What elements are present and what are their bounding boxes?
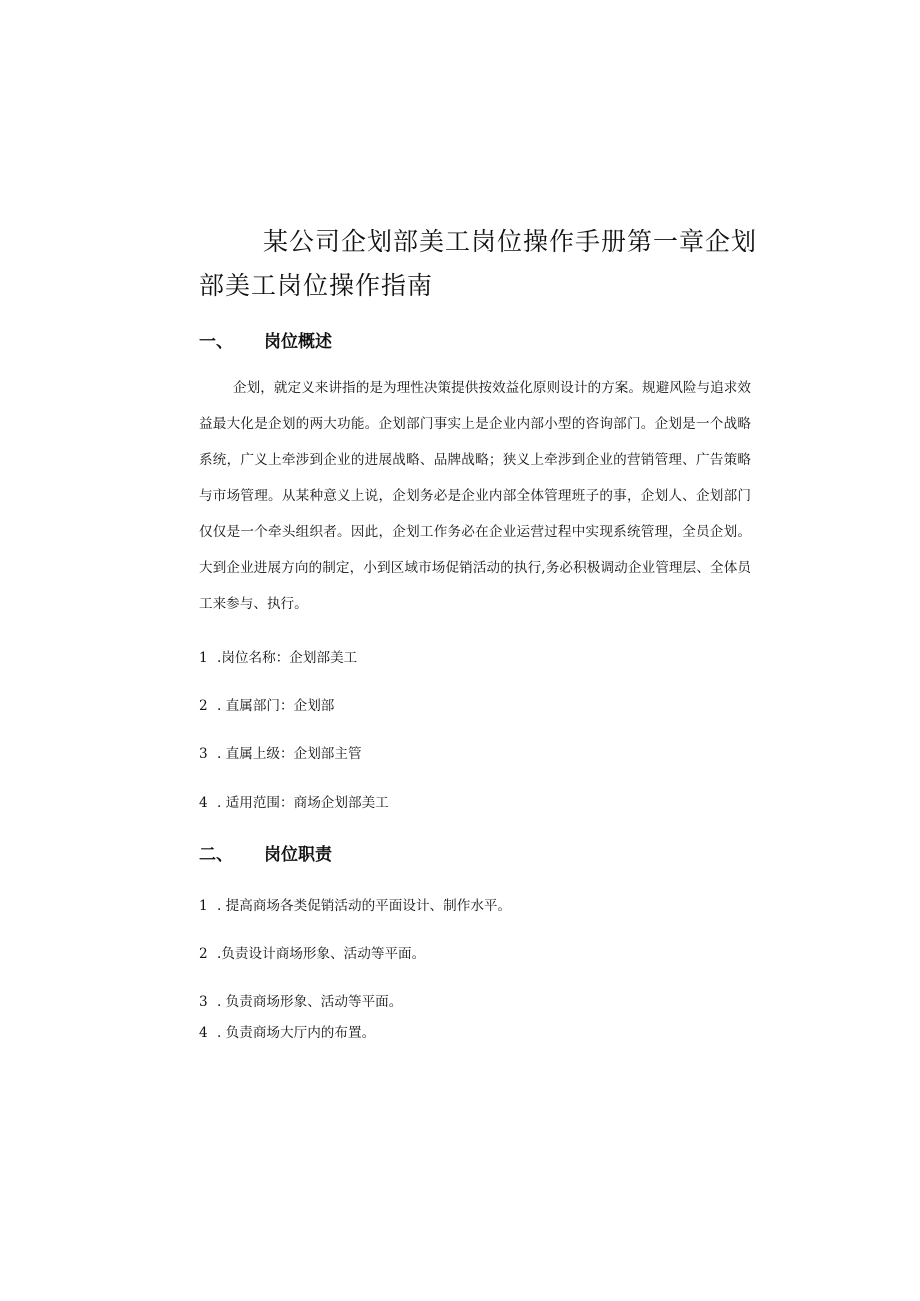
- list-item-text: . 适用范围：商场企划部美工: [217, 795, 389, 811]
- list-item-text: . 负责商场大厅内的布置。: [217, 1025, 376, 1041]
- document-title: 某公司企划部美工岗位操作手册第一章企划部美工岗位操作指南: [199, 227, 758, 300]
- list-item-number: 3: [199, 746, 208, 762]
- list-item-number: 4: [199, 795, 208, 811]
- list-item-text: . 提高商场各类促销活动的平面设计、制作水平。: [217, 898, 512, 914]
- list-item-number: 4: [199, 1025, 208, 1041]
- list-item: [199, 792, 389, 814]
- list-item-text: . 负责商场形象、活动等平面。: [217, 994, 403, 1010]
- list-item: [199, 1022, 375, 1044]
- list-item: [199, 895, 511, 917]
- section-heading-duties: [199, 843, 332, 867]
- list-item-number: 2: [199, 946, 208, 962]
- section-heading-overview: [199, 330, 332, 354]
- section-number: 一、: [199, 332, 233, 352]
- list-item-number: 2: [199, 698, 208, 714]
- list-item-text: .负责设计商场形象、活动等平面。: [217, 946, 426, 962]
- list-item-number: 1: [199, 898, 208, 914]
- list-item: [199, 695, 334, 717]
- list-item-number: 3: [199, 994, 208, 1010]
- list-item: [199, 647, 357, 669]
- section-title: 岗位职责: [264, 845, 332, 865]
- list-item: [199, 943, 425, 965]
- list-item: [199, 991, 402, 1013]
- overview-paragraph: 企划，就定义来讲指的是为理性决策提供按效益化原则设计的方案。规避风险与追求效益最大化是企划的两大功能。企划部门事实上是企业内部小型的咨询部门。企划是一个战略系统，广义上牵涉到企业的进展战略、品牌战略；狭义上牵涉到企业的营销管理、广告策略与市场管理。从某种意义上说，企划务必是企业内部全体管理班子的事，企划人、企划部门仅仅是一个牵头组织者。因此，企划工作务必在企业运营过程中实现系统管理，全员企划。大到企业进展方向的制定，小到区域市场促销活动的执行,务必积极调动企业管理层、全体员工来参与、执行。: [199, 380, 751, 612]
- list-item: [199, 743, 362, 765]
- list-item-text: . 直属部门：企划部: [217, 698, 335, 714]
- list-item-text: . 直属上级：企划部主管: [217, 746, 362, 762]
- list-item-text: .岗位名称：企划部美工: [217, 650, 358, 666]
- list-item-number: 1: [199, 650, 208, 666]
- section-title: 岗位概述: [264, 332, 332, 352]
- section-number: 二、: [199, 845, 233, 865]
